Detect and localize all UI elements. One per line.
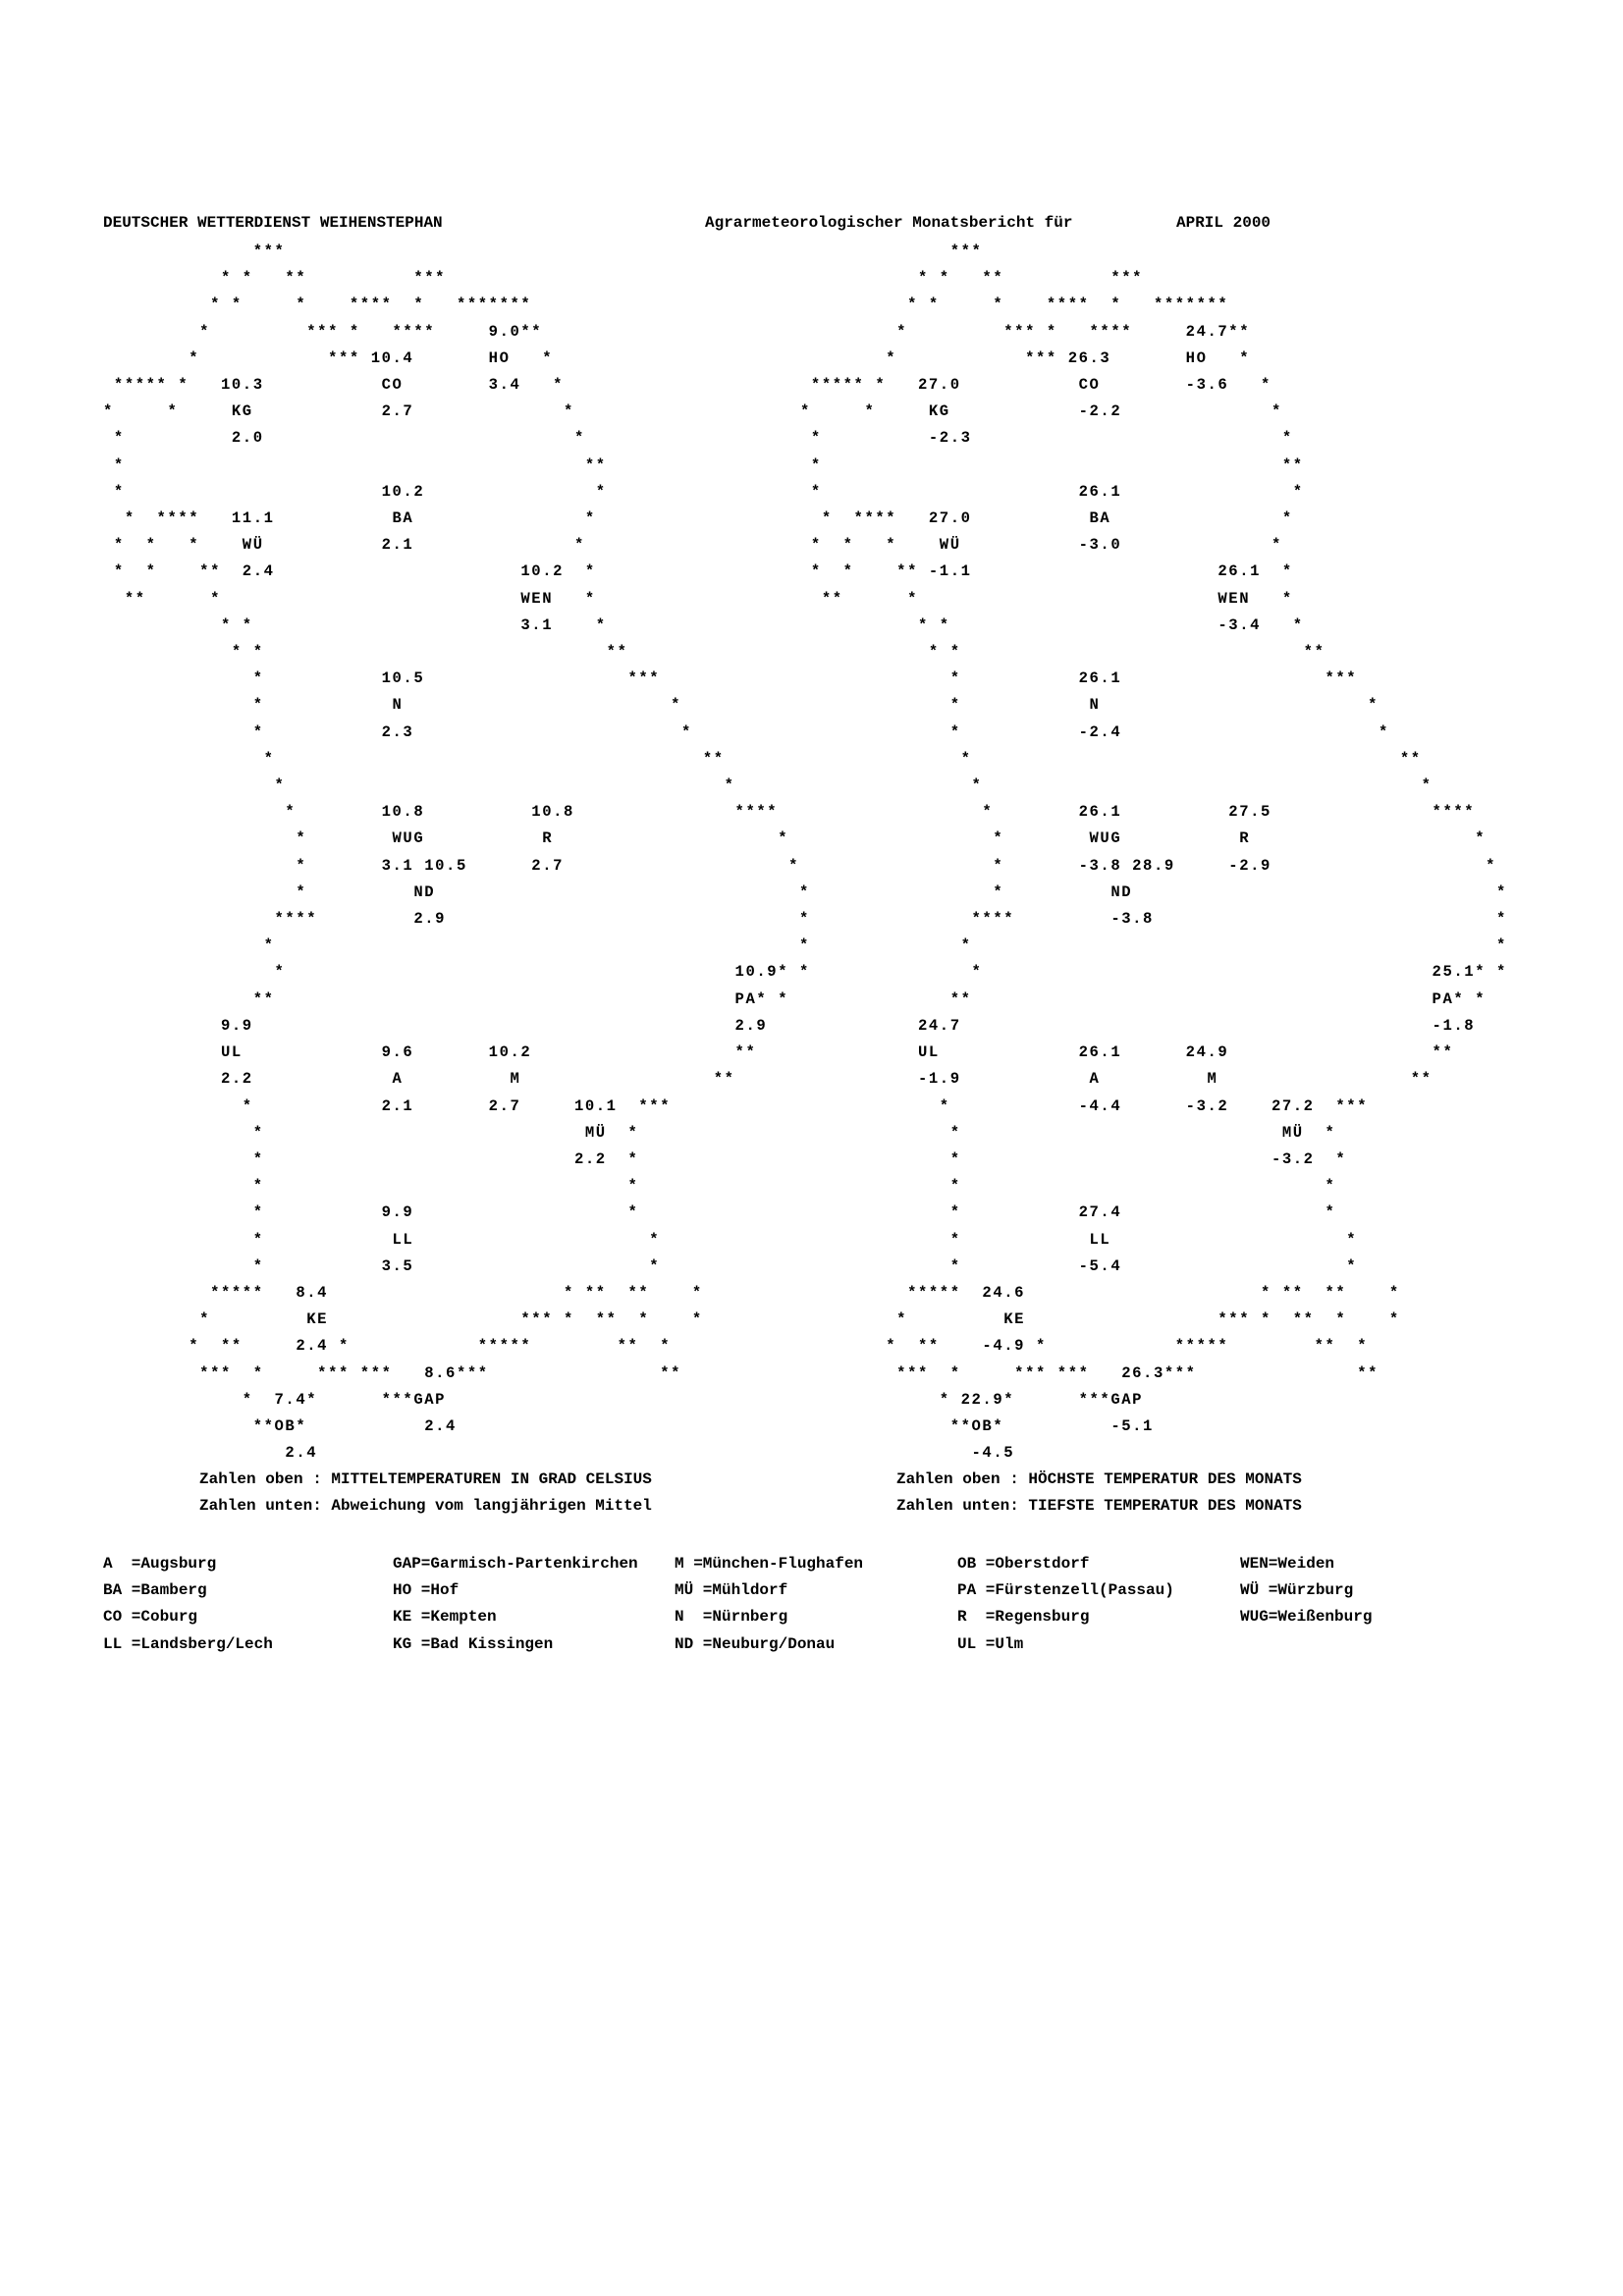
- map-line: * N *: [103, 696, 682, 715]
- map-line: * 10.2 *: [103, 482, 607, 501]
- map-line: * MÜ *: [103, 1123, 639, 1142]
- map-line: * LL *: [103, 1230, 661, 1249]
- map-line: * 9.9 *: [103, 1203, 639, 1222]
- map-line: * * KG 2.7 *: [103, 402, 574, 421]
- map-line: * 22.9* ***GAP: [800, 1390, 1144, 1409]
- map-line: * **: [103, 749, 725, 768]
- map-line: UL 26.1 24.9 **: [800, 1043, 1454, 1062]
- map-line: *** * *** *** 26.3*** **: [800, 1363, 1380, 1382]
- report-month: APRIL 2000: [1176, 214, 1271, 232]
- map-line: * ** 2.4 * ***** ** *: [103, 1337, 672, 1356]
- map-line: ***** * 10.3 CO 3.4 *: [103, 376, 565, 395]
- map-line: ** * WEN *: [103, 589, 596, 608]
- map-line: * 2.0 *: [103, 429, 585, 448]
- caption-right-bottom: Zahlen unten: TIEFSTE TEMPERATUR DES MONATS: [896, 1497, 1302, 1515]
- map-line: * 10.8 10.8 ****: [103, 803, 779, 822]
- map-line: * MÜ *: [800, 1123, 1336, 1142]
- map-line: * KE *** * ** * *: [800, 1310, 1400, 1329]
- map-line: * -4.4 -3.2 27.2 ***: [800, 1096, 1369, 1115]
- map-line: -4.5: [800, 1444, 1015, 1463]
- map-line: * WUG R *: [103, 829, 789, 848]
- map-line: * 26.1 ***: [800, 669, 1358, 688]
- legend-entry: GAP=Garmisch-Partenkirchen: [393, 1555, 638, 1573]
- map-line: * * -3.4 *: [800, 615, 1304, 634]
- map-line: * *** 26.3 HO *: [800, 348, 1251, 367]
- legend-entry: CO =Coburg: [103, 1608, 198, 1627]
- map-line: * * * **** * *******: [103, 295, 532, 314]
- legend-entry: A =Augsburg: [103, 1555, 217, 1573]
- map-line: * **: [103, 455, 607, 474]
- map-line: * *: [103, 776, 735, 795]
- map-line: * *: [800, 936, 1507, 955]
- legend-entry: LL =Landsberg/Lech: [103, 1634, 273, 1653]
- report-title: Agrarmeteorologischer Monatsbericht für: [705, 214, 1073, 232]
- legend-entry: N =Nürnberg: [675, 1608, 788, 1627]
- map-line: * 3.5 *: [103, 1256, 661, 1275]
- map-line: * *** * **** 9.0**: [103, 322, 543, 341]
- map-line: * WUG R *: [800, 829, 1487, 848]
- map-line: 9.9 2.9: [103, 1016, 768, 1035]
- map-line: * *** 10.4 HO *: [103, 348, 554, 367]
- map-line: * -3.2 *: [800, 1149, 1347, 1168]
- map-line: * -2.4 *: [800, 722, 1389, 741]
- map-line: * **: [800, 455, 1304, 474]
- map-line: * ** -4.9 * ***** ** *: [800, 1337, 1369, 1356]
- map-line: * KE *** * ** * *: [103, 1310, 703, 1329]
- map-line: * *: [800, 776, 1433, 795]
- map-line: * * 3.1 *: [103, 615, 607, 634]
- map-line: * LL *: [800, 1230, 1358, 1249]
- map-line: * 2.2 *: [103, 1149, 639, 1168]
- map-line: * -2.3 *: [800, 429, 1293, 448]
- map-line: ***: [103, 242, 286, 260]
- map-line: * 26.1 27.5 ****: [800, 803, 1476, 822]
- map-line: * *** * **** 24.7**: [800, 322, 1251, 341]
- map-line: 24.7 -1.8: [800, 1016, 1476, 1035]
- map-line: * * ** 2.4 10.2 *: [103, 562, 596, 581]
- map-line: ** PA* *: [800, 989, 1487, 1008]
- map-line: ***** * 27.0 CO -3.6 *: [800, 376, 1271, 395]
- map-line: * ND *: [103, 882, 810, 901]
- map-line: * * * **** * *******: [800, 295, 1229, 314]
- map-line: * **** 11.1 BA *: [103, 509, 596, 528]
- map-line: **** 2.9 *: [103, 910, 810, 929]
- map-line: * N *: [800, 696, 1380, 715]
- map-extreme-temperature: [800, 239, 1507, 1467]
- map-line: ***: [800, 242, 983, 260]
- map-line: * 25.1* *: [800, 963, 1507, 982]
- map-line: *** * *** *** 8.6*** **: [103, 1363, 682, 1382]
- map-line: * 3.1 10.5 2.7 *: [103, 856, 800, 875]
- map-line: * *: [103, 1177, 639, 1196]
- legend-entry: KG =Bad Kissingen: [393, 1634, 554, 1653]
- map-line: * 26.1 *: [800, 482, 1304, 501]
- map-line: * **** 27.0 BA *: [800, 509, 1293, 528]
- map-line: * 10.5 ***: [103, 669, 661, 688]
- legend-entry: M =München-Flughafen: [675, 1555, 864, 1573]
- map-line: * * **: [800, 643, 1325, 662]
- map-line: **OB* 2.4: [103, 1416, 457, 1435]
- map-line: * ND *: [800, 882, 1507, 901]
- map-line: * -5.4 *: [800, 1256, 1358, 1275]
- map-line: ***** 24.6 * ** ** *: [800, 1283, 1400, 1302]
- map-line: **** -3.8 *: [800, 910, 1507, 929]
- office-name: DEUTSCHER WETTERDIENST WEIHENSTEPHAN: [103, 214, 443, 232]
- legend-entry: UL =Ulm: [957, 1634, 1024, 1653]
- legend-entry: BA =Bamberg: [103, 1581, 207, 1600]
- legend-entry: R =Regensburg: [957, 1608, 1090, 1627]
- map-line: **OB* -5.1: [800, 1416, 1154, 1435]
- map-line: ** * WEN *: [800, 589, 1293, 608]
- map-line: * 27.4 *: [800, 1203, 1336, 1222]
- caption-left-bottom: Zahlen unten: Abweichung vom langjährigen Mittel: [199, 1497, 652, 1515]
- map-line: * 10.9* *: [103, 963, 810, 982]
- map-line: * 2.3 *: [103, 722, 692, 741]
- map-line: * * **: [103, 643, 628, 662]
- map-line: UL 9.6 10.2 **: [103, 1043, 757, 1062]
- legend-entry: OB =Oberstdorf: [957, 1555, 1090, 1573]
- map-line: 2.2 A M **: [103, 1070, 735, 1089]
- legend-entry: HO =Hof: [393, 1581, 460, 1600]
- map-line: * * ** ***: [103, 269, 447, 288]
- map-line: * 2.1 2.7 10.1 ***: [103, 1096, 672, 1115]
- map-line: -1.9 A M **: [800, 1070, 1433, 1089]
- legend-entry: PA =Fürstenzell(Passau): [957, 1581, 1174, 1600]
- legend-entry: MÜ =Mühldorf: [675, 1581, 788, 1600]
- map-line: ***** 8.4 * ** ** *: [103, 1283, 703, 1302]
- map-line: 2.4: [103, 1444, 318, 1463]
- map-mean-temperature: [103, 239, 810, 1467]
- map-line: * * ** ***: [800, 269, 1144, 288]
- map-line: * **: [800, 749, 1422, 768]
- map-line: * -3.8 28.9 -2.9 *: [800, 856, 1497, 875]
- map-line: * *: [103, 936, 810, 955]
- legend-entry: ND =Neuburg/Donau: [675, 1634, 836, 1653]
- legend-entry: KE =Kempten: [393, 1608, 497, 1627]
- map-line: * * * WÜ -3.0 *: [800, 536, 1282, 555]
- map-line: * * KG -2.2 *: [800, 402, 1282, 421]
- map-line: * 7.4* ***GAP: [103, 1390, 447, 1409]
- legend-entry: WÜ =Würzburg: [1240, 1581, 1354, 1600]
- map-line: * *: [800, 1177, 1336, 1196]
- legend-entry: WEN=Weiden: [1240, 1555, 1335, 1573]
- map-line: ** PA* *: [103, 989, 789, 1008]
- map-line: * * * WÜ 2.1 *: [103, 536, 585, 555]
- map-line: * * ** -1.1 26.1 *: [800, 562, 1293, 581]
- caption-right-top: Zahlen oben : HÖCHSTE TEMPERATUR DES MONATS: [896, 1470, 1302, 1488]
- caption-left-top: Zahlen oben : MITTELTEMPERATUREN IN GRAD CELSIUS: [199, 1470, 652, 1488]
- legend-entry: WUG=Weißenburg: [1240, 1608, 1373, 1627]
